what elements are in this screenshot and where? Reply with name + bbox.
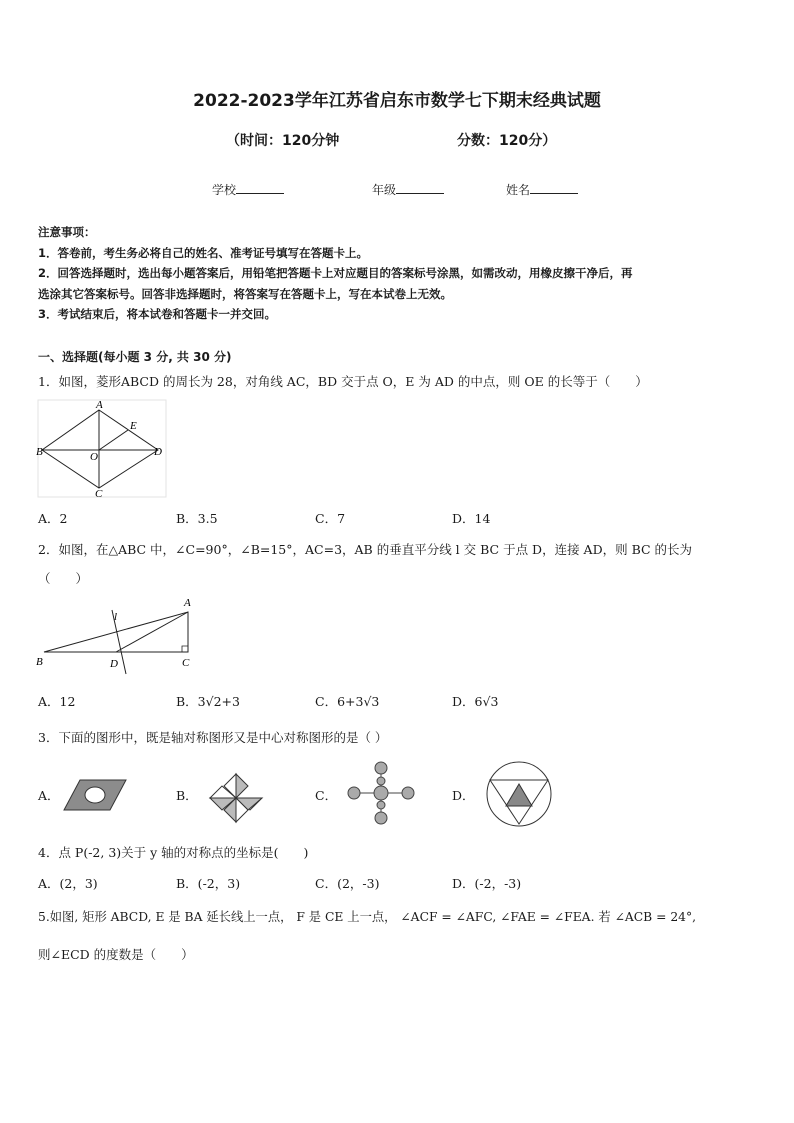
question-4-stem: 4．点 P(-2, 3)关于 y 轴的对称点的坐标是( )	[38, 845, 309, 860]
notes-item: 1．答卷前，考生务必将自己的姓名、准考证号填写在答题卡上。	[38, 245, 368, 260]
page-title: 2022-2023学年江苏省启东市数学七下期末经典试题	[193, 91, 601, 111]
q2-label-d: D	[110, 658, 118, 670]
q3-option-d: D．	[452, 788, 475, 803]
school-field	[212, 181, 284, 198]
q2-option-c: C．6+3√3	[315, 694, 380, 709]
pinwheel-shape	[210, 774, 262, 822]
grade-label: 年级	[372, 183, 397, 197]
q1-option-a: A．2	[38, 511, 68, 526]
q2-option-b: B．3√2+3	[176, 694, 240, 709]
q4-option-a: A．(2，3)	[38, 876, 98, 891]
q3-option-a: A．	[38, 788, 60, 803]
question-5-stem: 5.如图, 矩形 ABCD, E 是 BA 延长线上一点， F 是 CE 上一点， ∠ACF = ∠AFC, ∠FAE = ∠FEA. 若 ∠ACB = 24°,	[38, 910, 697, 924]
question-2-stem: 2．如图，在△ABC 中，∠C=90°，∠B=15°，AC=3，AB 的垂直平分线 l 交 BC 于点 D，连接 AD，则 BC 的长为	[38, 542, 693, 557]
q1-rhombus-figure	[36, 398, 168, 500]
name-field	[506, 181, 578, 198]
notes-item: 3．考试结束后，将本试卷和答题卡一并交回。	[38, 307, 276, 321]
q3-option-c: C．	[315, 788, 338, 803]
q1-option-c: C．7	[315, 511, 346, 526]
circle-triangles-shape	[487, 762, 551, 826]
q2-triangle-figure	[34, 594, 198, 676]
q3-figure-b-pinwheel	[204, 770, 268, 826]
notes-item: 2．回答选择题时，选出每小题答案后，用铅笔把答题卡上对应题目的答案标号涂黑，如需改动，用橡皮擦干净后，再	[38, 266, 633, 280]
q1-label-c: C	[95, 488, 103, 500]
q2-option-d: D．6√3	[452, 694, 499, 709]
q2-label-b: B	[36, 656, 43, 668]
q4-option-d: D．(-2，-3)	[452, 876, 522, 891]
exam-score: 分数：120分）	[457, 133, 557, 149]
exam-time: （时间：120分钟	[226, 133, 340, 149]
notes-heading: 注意事项：	[38, 225, 96, 239]
q2-option-a: A．12	[38, 694, 76, 709]
school-blank	[236, 183, 284, 194]
question-2-stem-cont: （ ）	[38, 571, 89, 586]
circle-hole	[85, 787, 105, 803]
q3-figure-c-circles	[346, 760, 416, 826]
q3-figure-a-parallelogram	[62, 778, 128, 812]
q4-option-b: B．(-2，3)	[176, 876, 241, 891]
q1-label-a: A	[96, 399, 103, 411]
q1-label-d: D	[154, 446, 162, 458]
question-3-stem: 3．下面的图形中，既是轴对称图形又是中心对称图形的是（ ）	[38, 730, 388, 745]
q2-label-c: C	[182, 657, 190, 669]
q3-option-b: B．	[176, 788, 198, 803]
q4-option-c: C．(2，-3)	[315, 876, 380, 891]
q1-label-o: O	[90, 451, 98, 463]
notes-block	[38, 222, 760, 325]
name-blank	[530, 183, 578, 194]
q1-segment-oe	[99, 430, 128, 450]
q1-label-e: E	[130, 420, 137, 432]
q1-option-b: B．3.5	[176, 511, 218, 526]
grade-blank	[396, 183, 444, 194]
grade-field	[372, 181, 444, 198]
name-label: 姓名	[506, 183, 531, 197]
question-5-stem-cont: 则∠ECD 的度数是（ ）	[38, 947, 194, 962]
circles-cross-shape	[348, 762, 414, 824]
school-label: 学校	[212, 183, 237, 197]
q2-label-l: l	[114, 611, 118, 623]
q1-option-d: D．14	[452, 511, 491, 526]
question-1-stem: 1．如图，菱形ABCD 的周长为 28，对角线 AC，BD 交于点 O，E 为 AD 的中点，则 OE 的长等于（ ）	[38, 374, 648, 389]
q2-right-angle-mark	[182, 646, 188, 652]
section-heading: 一、选择题(每小题 3 分, 共 30 分)	[38, 350, 232, 364]
q2-segment-ad	[116, 612, 188, 652]
notes-item: 选涂其它答案标号。回答非选择题时，将答案写在答题卡上，写在本试卷上无效。	[38, 286, 452, 301]
q2-label-a: A	[184, 597, 191, 609]
q1-label-b: B	[36, 446, 43, 458]
q3-figure-d-triangles	[484, 760, 554, 828]
